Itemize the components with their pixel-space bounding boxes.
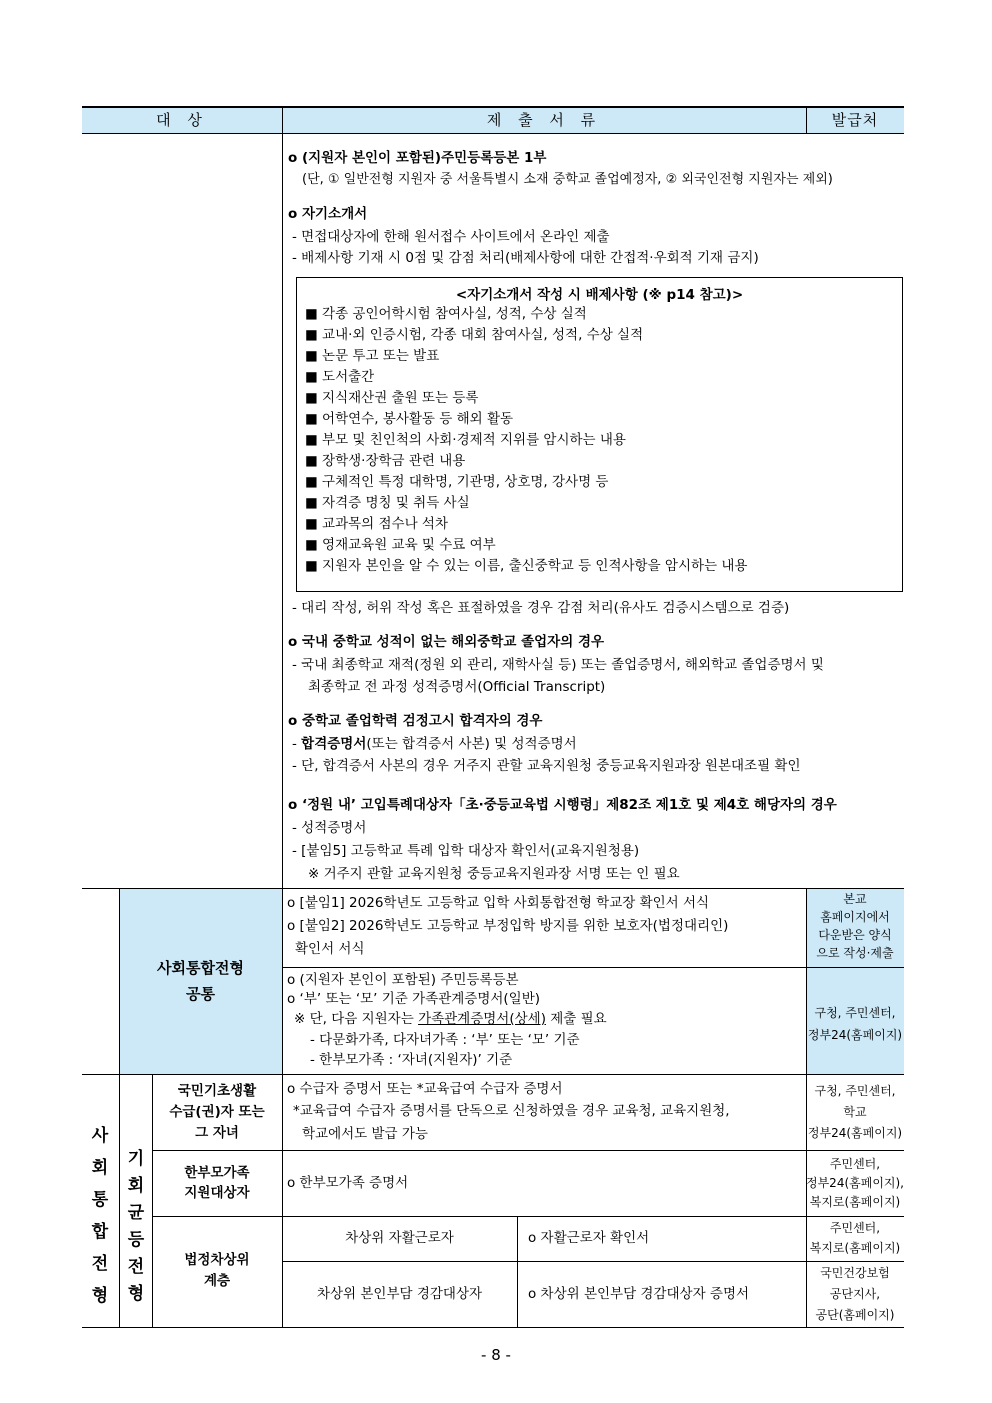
overseas-line-2: 최종학교 전 과정 성적증명서(Official Transcript): [308, 679, 606, 695]
social-common-label: 사회통합전형 공통: [157, 959, 244, 1003]
page-number: - 8 -: [481, 1346, 511, 1364]
overseas-line-1: - 국내 최종학교 재적(정원 외 관리, 재학사실 등) 또는 졸업증명서, 해외학교 졸업증명서 및: [292, 657, 824, 673]
common-docs-line-3: ※ 단, 다음 지원자는 가족관계증명서(상세) 제출 필요: [294, 1011, 607, 1027]
exclusion-item: ■ 도서출간: [305, 369, 375, 385]
exclusion-box: [296, 277, 903, 592]
self-intro-line-2: - 배제사항 기재 시 0점 및 감점 처리(배제사항에 대한 간접적·우회적 기재 금지): [292, 250, 759, 266]
self-support-worker-issuer: 주민센터, 복지로(홈페이지): [809, 1221, 901, 1255]
equal-opportunity-vertical-label: 기 회 균 등 전 형: [127, 1149, 145, 1304]
section-resident-registration-title: o (지원자 본인이 포함된)주민등록등본 1부: [288, 150, 547, 166]
exclusion-box-title: <자기소개서 작성 시 배제사항 (※ p14 참고)>: [455, 287, 744, 303]
self-intro-line-1: - 면접대상자에 한해 원서접수 사이트에서 온라인 제출: [292, 229, 610, 245]
basic-livelihood-label: 국민기초생활 수급(권)자 또는 그 자녀: [169, 1083, 265, 1141]
common-docs-line-2: o ‘부’ 또는 ‘모’ 기준 가족관계증명서(일반): [287, 991, 541, 1007]
section-self-intro-title: o 자기소개서: [288, 206, 368, 222]
self-support-worker-doc: o 자활근로자 확인서: [528, 1230, 650, 1246]
single-parent-label: 한부모가족 지원대상자: [184, 1165, 250, 1201]
near-poverty-label: 법정차상위 계층: [184, 1252, 250, 1289]
ged-line-1: - 합격증명서(또는 합격증서 사본) 및 성적증명서: [292, 736, 577, 752]
exclusion-item: ■ 구체적인 특정 대학명, 기관명, 상호명, 강사명 등: [305, 474, 609, 490]
exclusion-list: [305, 304, 747, 577]
single-parent-issuer: 주민센터, 정부24(홈페이지), 복지로(홈페이지): [806, 1157, 904, 1209]
basic-livelihood-issuer: 구청, 주민센터, 학교 정부24(홈페이지): [807, 1084, 903, 1140]
exclusion-item: ■ 교과목의 점수나 석차: [305, 516, 448, 532]
exclusion-item: ■ 각종 공인어학시험 참여사실, 성적, 수상 실적: [305, 306, 587, 322]
common-docs-issuer: 구청, 주민센터, 정부24(홈페이지): [807, 1006, 903, 1042]
section-overseas-title: o 국내 중학교 성적이 없는 해외중학교 졸업자의 경우: [288, 634, 605, 650]
header-target: 대 상: [156, 111, 208, 129]
exclusion-item: ■ 지원자 본인을 알 수 있는 이름, 출신중학교 등 인적사항을 암시하는 내용: [305, 558, 748, 574]
exclusion-item: ■ 자격증 명칭 및 취득 사실: [305, 495, 470, 511]
ged-line-2: - 단, 합격증서 사본의 경우 거주지 관할 교육지원청 중등교육지원과장 원본대조필 확인: [292, 758, 801, 774]
common-docs-line-4: - 다문화가족, 다자녀가족 : ‘부’ 또는 ‘모’ 기준: [310, 1032, 580, 1048]
self-intro-line-3: - 대리 작성, 허위 작성 혹은 표절하였을 경우 감점 처리(유사도 검증시스템으로 검증): [292, 600, 790, 616]
exclusion-item: ■ 어학연수, 봉사활동 등 해외 활동: [305, 411, 514, 427]
basic-livelihood-doc-3: 학교에서도 발급 가능: [302, 1126, 428, 1142]
common-form-issuer: 본교 홈페이지에서 다운받은 양식 으로 작성·제출: [816, 892, 894, 960]
basic-livelihood-doc-1: o 수급자 증명서 또는 *교육급여 수급자 증명서: [287, 1081, 563, 1097]
ged-certificate-bold: 합격증명서: [301, 736, 367, 752]
social-integration-vertical-label: 사 회 통 합 전 형: [91, 1126, 109, 1306]
section-special-admission-title: o ‘정원 내’ 고입특례대상자「초·중등교육법 시행령」제82조 제1호 및 제4호 해당자의 경우: [288, 797, 837, 813]
self-support-worker-label: 차상위 자활근로자: [345, 1230, 454, 1246]
exclusion-item: ■ 장학생·장학금 관련 내용: [305, 453, 466, 469]
common-docs-line-1: o (지원자 본인이 포함된) 주민등록등본: [287, 972, 519, 988]
special-admission-line-3: ※ 거주지 관할 교육지원청 중등교육지원과장 서명 또는 인 필요: [308, 866, 680, 882]
special-admission-line-1: - 성적증명서: [292, 820, 367, 836]
cost-reduction-label: 차상위 본인부담 경감대상자: [316, 1286, 483, 1302]
detailed-family-certificate: 가족관계증명서(상세): [418, 1011, 546, 1027]
single-parent-doc: o 한부모가족 증명서: [287, 1175, 409, 1191]
exclusion-item: ■ 지식재산권 출원 또는 등록: [305, 390, 479, 406]
common-form-line-3: 확인서 서식: [295, 941, 365, 957]
exclusion-item: ■ 논문 투고 또는 발표: [305, 348, 440, 364]
common-form-line-2: o [붙임2] 2026학년도 고등학교 부정입학 방지를 위한 보호자(법정대리인): [287, 918, 729, 934]
exclusion-item: ■ 부모 및 친인척의 사회·경제적 지위를 암시하는 내용: [305, 432, 626, 448]
common-docs-line-5: - 한부모가족 : ‘자녀(지원자)’ 기준: [310, 1052, 513, 1068]
exclusion-item: ■ 교내·외 인증시험, 각종 대회 참여사실, 성적, 수상 실적: [305, 327, 644, 343]
special-admission-line-2: - [붙임5] 고등학교 특례 입학 대상자 확인서(교육지원청용): [292, 843, 640, 859]
header-issuer: 발급처: [831, 111, 879, 129]
section-ged-title: o 중학교 졸업학력 검정고시 합격자의 경우: [288, 713, 543, 729]
cost-reduction-issuer: 국민건강보험 공단지사, 공단(홈페이지): [815, 1266, 895, 1322]
exclusion-item: ■ 영재교육원 교육 및 수료 여부: [305, 537, 496, 553]
header-documents: 제 출 서 류: [486, 111, 602, 129]
cost-reduction-doc: o 차상위 본인부담 경감대상자 증명서: [528, 1286, 750, 1302]
basic-livelihood-doc-2: *교육급여 수급자 증명서를 단독으로 신청하였을 경우 교육청, 교육지원청,: [293, 1103, 730, 1119]
section-resident-registration-note: (단, ① 일반전형 지원자 중 서울특별시 소재 중학교 졸업예정자, ② 외국인전형 지원자는 제외): [302, 172, 833, 187]
common-form-line-1: o [붙임1] 2026학년도 고등학교 입학 사회통합전형 학교장 확인서 서식: [287, 895, 710, 911]
